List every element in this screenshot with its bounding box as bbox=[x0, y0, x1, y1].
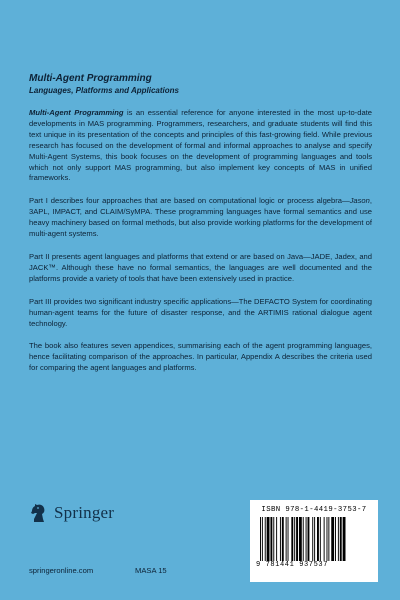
barcode-bar bbox=[299, 517, 302, 561]
blurb-paragraph-5: The book also features seven appendices, summarising each of the agent programming languages, hence facilitating comparison of the approaches. In particular, Appendix A describes the criteria used for comparing the agent languages and platforms. bbox=[29, 341, 372, 373]
blurb-paragraph-1 bbox=[29, 108, 372, 184]
barcode-bar bbox=[320, 517, 321, 561]
barcode-bar bbox=[294, 517, 295, 561]
jason-name: Jason bbox=[349, 196, 370, 206]
barcode-bar bbox=[288, 517, 289, 561]
barcode-bar bbox=[314, 517, 315, 561]
barcode-bar bbox=[265, 517, 266, 561]
barcode-bar bbox=[286, 517, 287, 561]
barcode-bar bbox=[312, 517, 313, 561]
barcode-bars bbox=[258, 517, 370, 561]
barcode-bar bbox=[262, 517, 263, 561]
blurb-paragraph-3: Part II presents agent languages and platforms that extend or are based on Java—JADE, Jadex, and JACK™. Although these have no formal semantics, the languages are well documented and the platforms provide a variety of tools that have been extensively used in practice. bbox=[29, 251, 372, 283]
barcode-bar bbox=[340, 517, 342, 561]
cover-header bbox=[29, 73, 369, 96]
barcode-bar bbox=[303, 517, 304, 561]
springer-chess-knight-icon bbox=[28, 502, 50, 524]
blurb-paragraph-4: Part III provides two significant industry specific applications—The DEFACTO System for coordinating human-agent teams for the future of disaster response, and the ARTIMIS rational dialogue agent technology. bbox=[29, 296, 372, 328]
blurb-paragraph-2-text-a: Part I describes four approaches that are based on computational logic or process algebra— bbox=[29, 196, 350, 206]
blurb-paragraph-2 bbox=[29, 196, 372, 240]
barcode-bar bbox=[267, 517, 270, 561]
barcode-bar bbox=[282, 517, 284, 561]
blurb-body bbox=[29, 108, 372, 386]
barcode-bar bbox=[324, 517, 325, 561]
isbn-number: ISBN 978-1-4419-3753-7 bbox=[261, 506, 367, 514]
book-subtitle: Languages, Platforms and Applications bbox=[29, 86, 179, 95]
barcode-bar bbox=[317, 517, 319, 561]
barcode-bar bbox=[327, 517, 328, 561]
barcode-bar bbox=[308, 517, 310, 561]
publisher-website: springeronline.com bbox=[29, 566, 94, 575]
barcode-bar bbox=[276, 517, 277, 561]
barcode-bar bbox=[273, 517, 274, 561]
barcode-bar bbox=[335, 517, 336, 561]
barcode-bar bbox=[306, 517, 307, 561]
barcode-bar bbox=[296, 517, 298, 561]
isbn-barcode bbox=[250, 500, 378, 582]
barcode-bar bbox=[280, 517, 281, 561]
barcode-bar bbox=[270, 517, 272, 561]
barcode-bar bbox=[291, 517, 293, 561]
book-title: Multi-Agent Programming bbox=[29, 73, 152, 84]
publisher-name: Springer bbox=[54, 503, 115, 522]
blurb-paragraph-1-text: is an essential reference for anyone interested in the most up-to-date developments in MAS programming. Programmers, researchers, and graduate students will find this text unique in its presentation of the concepts and principles of this fast-growing field. While previous research has focused on the development of formal and informal approaches to analyse and specify Multi-Agent Systems, this book focuses on the development of programming languages and tools which not only support MAS programming, but also implement key concepts of MAS in unified frameworks. bbox=[29, 108, 372, 183]
barcode-bar bbox=[343, 517, 346, 561]
blurb-paragraph-2-text-b: , 3APL, IMPACT, and CLAIM/SyMPA. These programming languages have formal semantics and use heavy machinery based on formal methods, but also provide working platforms for the development of multi-agent systems. bbox=[29, 196, 372, 239]
barcode-bar bbox=[331, 517, 334, 561]
barcode-bar bbox=[328, 517, 329, 561]
series-label: MASA 15 bbox=[135, 566, 167, 575]
blurb-lead-title: Multi-Agent Programming bbox=[29, 108, 124, 117]
barcode-bar bbox=[260, 517, 261, 561]
ean-digits: 9 781441 937537 bbox=[256, 561, 329, 569]
barcode-bar bbox=[338, 517, 339, 561]
publisher-logo bbox=[28, 502, 114, 524]
